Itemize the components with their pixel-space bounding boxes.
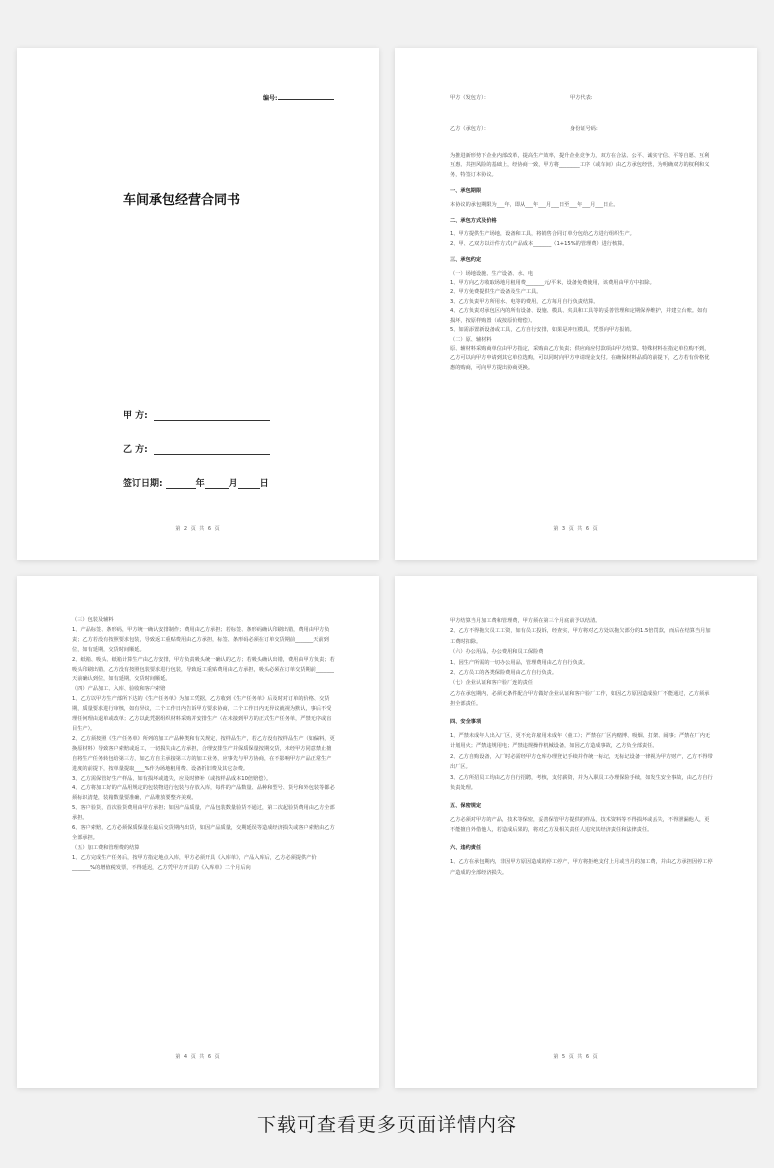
page-4-body bbox=[72, 616, 335, 874]
paragraph: 2、乙方自购设备，入厂时必需经甲方仓库办理登记手续并作统一标记，无标记设备一律视为甲方财产，乙方不得带出厂区。 bbox=[450, 753, 713, 771]
paragraph: （三）包装及辅料 bbox=[72, 617, 114, 623]
section-heading: 二、承包方式及价格 bbox=[450, 218, 497, 225]
paragraph: 2、乙方员工的各类保险费用由乙方自行负责。 bbox=[450, 670, 558, 677]
paragraph: 甲方结算当月加工费和管理费，甲方须在第三个月底前予以结清。 bbox=[450, 618, 601, 624]
contract-page-4 bbox=[17, 576, 379, 1088]
intro-paragraph: 为推进新形势下企业内部改革，提高生产效率，提升企业竞争力，双方在合法、公平、诚实守信、平等自愿、互利互惠、共担风险的基础上，经协商一致，甲方将________工序（或车间）由乙方承包经营，为明确双方的权利和义务，特签订本协议。 bbox=[450, 153, 710, 178]
party-a-label: 甲 方: bbox=[123, 411, 148, 421]
paragraph: 1、产品标签、条形码，甲方统一确认安排制作；费用由乙方承担；若标签、条形码确认印刷出错，费用由甲方负责；乙方若没有按照要求包装，导致返工重贴费用由乙方承担，标签、条形码必须在订单交货期前_______天前到位，如有延期，交货时间顺延。 bbox=[72, 626, 330, 653]
sign-month-label: 月 bbox=[228, 479, 238, 489]
sign-year-line bbox=[166, 478, 196, 489]
sign-year-label: 年 bbox=[195, 479, 205, 489]
paragraph: 3、乙方负责甲方所用水、电等的费用，乙方每月自行负责结算。 bbox=[450, 298, 599, 305]
paragraph: 5、客户验货，首次验货费用由甲方承担；如因产品质量，产品包装数量验货不通过，第二次起验货费用由乙方全部承担。 bbox=[72, 805, 335, 822]
paragraph: 4、乙方负责对承包区内的所有设备、设施、模具、夹具和工具等的妥善管理和定期保养维护，并建立台账。如有损坏，按原样购置（或按原价赔偿）。 bbox=[450, 308, 708, 324]
page-5-body bbox=[450, 616, 713, 878]
section-heading: 三、承包约定 bbox=[450, 257, 482, 264]
party-a-field bbox=[123, 408, 270, 421]
paragraph: （四）产品加工、入库、验收和客户索赔 bbox=[72, 686, 166, 693]
paragraph: （七）企业认证和客户验厂连的责任 bbox=[450, 680, 534, 687]
contract-number bbox=[263, 93, 334, 102]
sign-month-line bbox=[205, 478, 229, 489]
paragraph: 2、甲、乙双方以计件方式(产品成本_______（1+15%的管理费）进行核算。 bbox=[450, 240, 628, 247]
paragraph: 1、乙方完成生产任务后，按甲方指定地点入库，甲方必须开具《入库单》，产品入库后，乙方必须提供产价_______%的增值税发票，不得延迟，乙方凭甲方开具的《入库单》二个月后向 bbox=[72, 854, 317, 871]
sign-date-label: 签订日期: bbox=[123, 479, 163, 489]
page-footer: 第 5 页 共 6 页 bbox=[553, 1054, 599, 1060]
contract-page-5 bbox=[395, 576, 757, 1088]
sign-day-line bbox=[238, 478, 260, 489]
party-b-label: 乙 方: bbox=[123, 445, 148, 455]
paragraph: 1、因生产所需的一切办公用品，管理费用由乙方自行负责。 bbox=[450, 659, 589, 666]
download-caption: 下载可查看更多页面详情内容 bbox=[256, 1114, 517, 1136]
paragraph: 2、纸箱、吸头、纸箱计算生产由乙方安排，甲方负责吸头统一确认的乙方；若吸头确认出错，费用由甲方负责；若吸头印刷出错，乙方没有按照包装要求进行包装，导致返工重贴费用由乙方承担，吸头必须在订单交货期前_______天前确认到位，如有延期，交货时间顺延。 bbox=[72, 656, 335, 683]
paragraph: 1、甲方向乙方收取场地月租用费_______元/平米，设备免费使用，该费用由甲方中扣除。 bbox=[450, 280, 655, 287]
paragraph: 1、严禁未成年人出入厂区，更不允许雇用未成年（童工）；严禁在厂区内赌博、吸烟、打架、闹事；严禁在厂内无计划用火；严禁违规用电；严禁违规操作机械设备，如因乙方造成事故，乙方负全部责任。 bbox=[450, 733, 711, 750]
paragraph: 本协议的承包期限为___年，即从___年___月___日至___年___月___日止。 bbox=[450, 201, 619, 208]
paragraph: 1、甲方提供生产场地，设备和工具，将销售合同订单分包给乙方进行组织生产。 bbox=[450, 231, 635, 238]
party-b-header: 乙方（承包方）： bbox=[450, 126, 489, 132]
paragraph: 乙方必须对甲方的产品，技术等保密，妥善保管甲方提供的样品，技术资料等不得损坏或丢失，不得泄漏他人，更不能擅自外借他人，若造成后果的，将对乙方及相关责任人追究其经济责任和法律责任。 bbox=[450, 816, 710, 834]
party-a-rep: 甲方代表: bbox=[570, 95, 593, 101]
paragraph: 6、客户索赔，乙方必须保质保量在最后交货期内出货，如因产品质量，交期延误等造成经济损失或客户索赔由乙方全部承担。 bbox=[72, 825, 335, 841]
party-a-header: 甲方（发包方）： bbox=[450, 95, 489, 101]
page-footer: 第 4 页 共 6 页 bbox=[175, 1054, 221, 1060]
section-heading: 六、违约责任 bbox=[450, 844, 482, 851]
paragraph: 5、如需添置新设备或工具，乙方自行安排，如果是冲压模具，凭票向甲方报销。 bbox=[450, 327, 635, 334]
party-b-id: 身份证号码: bbox=[570, 126, 598, 132]
paragraph: 原、辅材料采购商单位由甲方指定，采购由乙方负责；供应商应付款项由甲方结算。特殊材料在指定单位购不到，乙方可以向甲方申请到其它单位选购，可以同时向甲方申请现金支付。在确保材料品质的前提下，乙方若有价格优惠的购商，可向甲方提出协商更换。 bbox=[450, 345, 710, 371]
paragraph: 3、乙方需保管好生产样品，如有损坏或遗失，应及时修补（或按样品成本10倍赔偿）。 bbox=[72, 775, 272, 782]
section-heading: 四、安全事项 bbox=[450, 718, 482, 725]
paragraph: 2、甲方免费提供生产设备及生产工具。 bbox=[450, 289, 542, 296]
section-heading: 五、保密规定 bbox=[450, 802, 482, 809]
paragraph: （六）办公用品，办公费用和员工保险费 bbox=[450, 649, 544, 656]
paragraph: 1、乙方在承包期内，非因甲方原因造成的停工停产，甲方将拒绝支付上月或当月的加工费，并由乙方承担因停工停产造成的全部经济损失。 bbox=[450, 859, 713, 876]
contract-title: 车间承包经营合同书 bbox=[123, 193, 241, 208]
paragraph: 乙方在承包期内，必须无条件配合甲方做好企业认证和客户验厂工作，如因乙方原因造成验厂不能通过，乙方须承担全部责任。 bbox=[450, 690, 710, 708]
paragraph: （五）加工费和管理费的结算 bbox=[72, 844, 140, 851]
contract-number-line bbox=[278, 99, 334, 100]
paragraph: 1、乙方以甲方生产部所下达的《生产任务单》为加工凭据，乙方收到《生产任务单》后及时对订单的价格、交货期，质量要求进行审核，如有异议，二个工作日内告诉甲方要求协商，二个工作日内无异议就视为默认，事后不受理任何理由退单或改单；乙方以此凭据组织材料采购并安排生产（在未接到甲方的正式生产任务单，严禁无序或盲目生产）。 bbox=[72, 696, 332, 732]
subsection-heading: （二）原、辅材料 bbox=[450, 336, 492, 343]
contract-page-2 bbox=[17, 48, 379, 560]
page-footer: 第 3 页 共 6 页 bbox=[553, 526, 599, 532]
page-footer: 第 2 页 共 6 页 bbox=[175, 526, 221, 532]
paragraph: 2、乙方不得拖欠员工工资，如有员工投诉，经查实，甲方将对乙方处以拖欠部分的1.5倍罚款，而后在结算当月加工费时扣除。 bbox=[450, 628, 711, 645]
sign-day-label: 日 bbox=[259, 479, 269, 489]
contract-number-label: 编号: bbox=[263, 95, 278, 102]
sign-date-field bbox=[123, 476, 269, 489]
page-3-body bbox=[450, 152, 711, 373]
party-b-line bbox=[154, 444, 270, 455]
paragraph: 3、乙方所招员工均由乙方自行招聘，考核，支付薪资，并为入职员工办理保险手续，如发生安全事故，由乙方自行负责处理。 bbox=[450, 774, 713, 792]
party-a-line bbox=[154, 410, 270, 421]
paragraph: 2、乙方须按照《生产任务单》所列的加工产品种类和有关规定，按样品生产，若乙方没有按样品生产（如偏料，更换原材料）导致客户索赔或返工，一切损失由乙方承担，合理安排生产并保质保量按期交货，未经甲方同意禁止擅自将生产任务转包给第三方，如乙方自主承接第三方的加工业务，应事先与甲方协商，在不影响甲方产品正常生产进度的前提下，按单量提取____%作为场地租用费、设备折旧费及其它杂费。 bbox=[72, 735, 335, 772]
contract-page-3 bbox=[395, 48, 757, 560]
subsection-heading: （一）场地设施、生产设备、水、电 bbox=[450, 270, 534, 277]
section-heading: 一、承包期限 bbox=[450, 188, 482, 195]
paragraph: 4、乙方将加工好的产品用规定的包装物进行包装与存放入库，每件的产品数量、品种和型号、货号和外包装等都必须标识清楚，装箱数量要准确，产品堆放要整齐美观。 bbox=[72, 785, 335, 802]
party-b-field bbox=[123, 442, 270, 455]
